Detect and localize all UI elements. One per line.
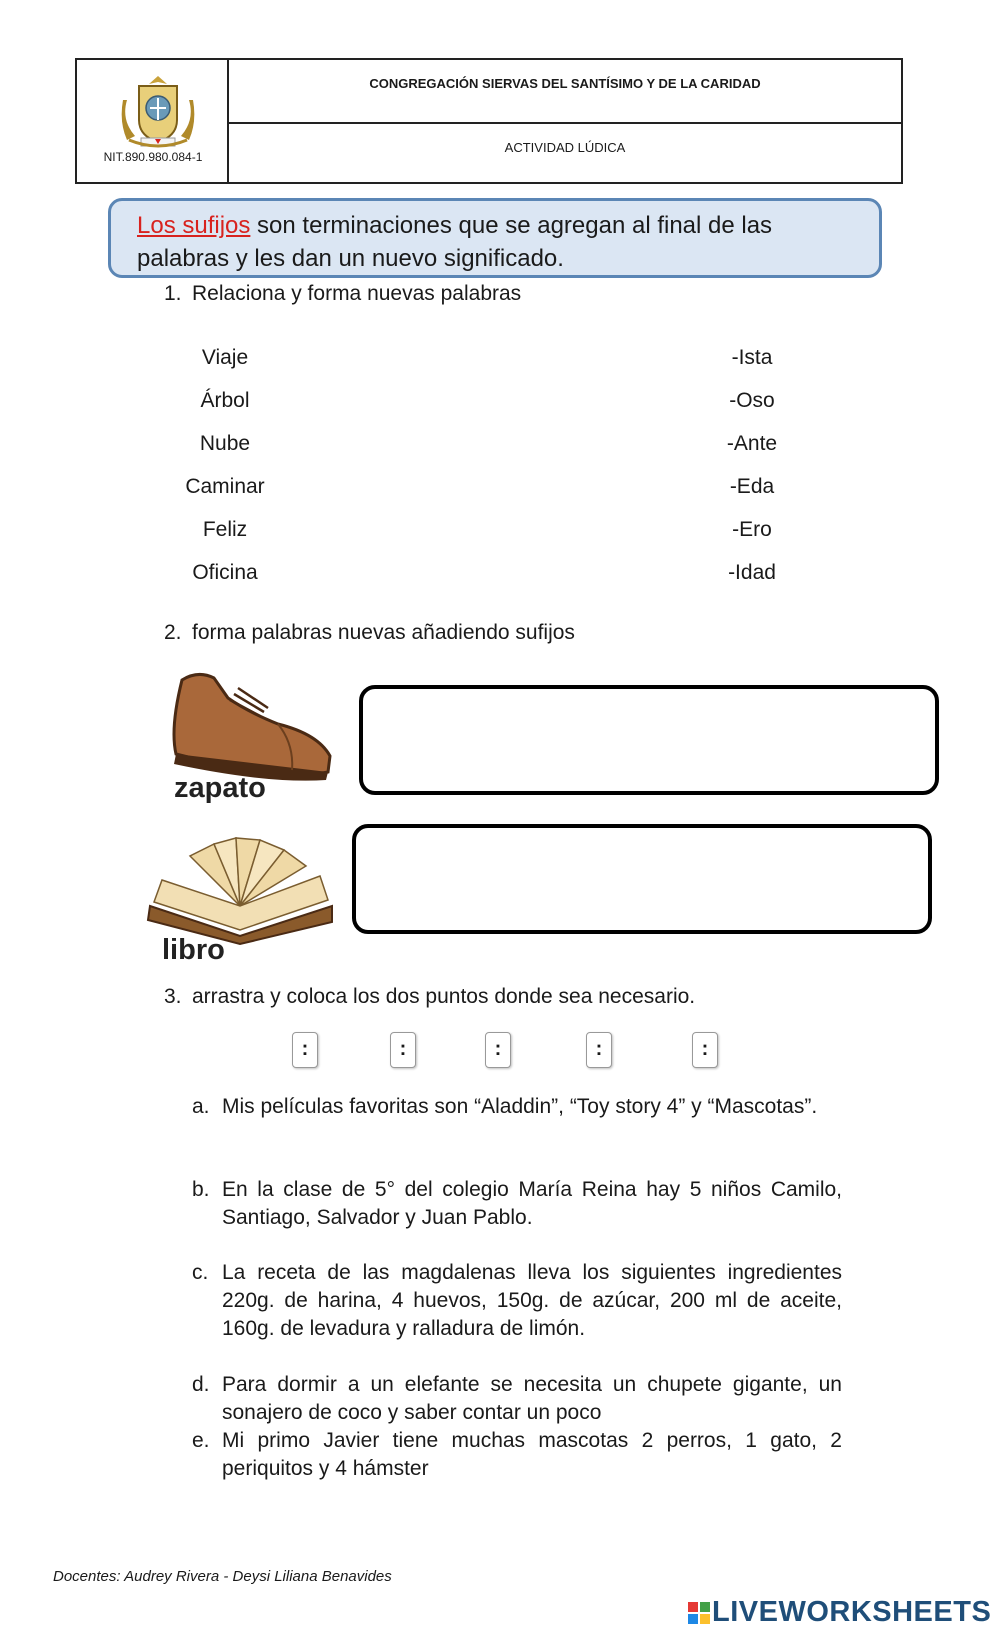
sentence-text: Mi primo Javier tiene muchas mascotas 2 perros, 1 gato, 2 periquitos y 4 hámster bbox=[222, 1429, 842, 1480]
question-1-number: 1. bbox=[164, 282, 182, 305]
sentence-letter: b. bbox=[192, 1178, 210, 1201]
sentence-e bbox=[192, 1427, 842, 1483]
word-item[interactable]: Oficina bbox=[192, 561, 258, 584]
institution-name: CONGREGACIÓN SIERVAS DEL SANTÍSIMO Y DE LA CARIDAD bbox=[369, 76, 761, 91]
sentence-letter: e. bbox=[192, 1429, 210, 1452]
definition-text: son terminaciones que se agregan al final de las palabras y les dan un nuevo significado. bbox=[137, 212, 773, 272]
sentence-letter: c. bbox=[192, 1261, 209, 1284]
document-header bbox=[75, 58, 903, 184]
sentence-d bbox=[192, 1371, 842, 1427]
question-2-title: forma palabras nuevas añadiendo sufijos bbox=[192, 621, 575, 644]
word-item[interactable]: Caminar bbox=[185, 475, 265, 498]
word-item[interactable]: Árbol bbox=[200, 389, 250, 412]
book-icon bbox=[144, 836, 338, 946]
suffix-item[interactable]: -Ero bbox=[732, 518, 772, 541]
header-title-cell bbox=[229, 60, 901, 124]
brand-name: LIVEWORKSHEETS bbox=[712, 1596, 992, 1628]
shoe-icon bbox=[168, 668, 336, 788]
nit-number: NIT.890.980.084-1 bbox=[103, 150, 203, 164]
activity-title: ACTIVIDAD LÚDICA bbox=[504, 140, 626, 155]
sentence-text: En la clase de 5° del colegio María Reina hay 5 niños Camilo, Santiago, Salvador y Juan Pablo. bbox=[222, 1178, 842, 1229]
question-3-title: arrastra y coloca los dos puntos donde sea necesario. bbox=[192, 985, 696, 1008]
colon-drag-tile[interactable]: : bbox=[586, 1032, 612, 1068]
suffix-item[interactable]: -Ista bbox=[731, 346, 773, 369]
sentence-b bbox=[192, 1176, 842, 1236]
sentence-letter: d. bbox=[192, 1373, 210, 1396]
sentence-c bbox=[192, 1259, 842, 1347]
sentence-letter: a. bbox=[192, 1095, 210, 1118]
answer-box-libro[interactable] bbox=[352, 824, 932, 934]
sentence-text: Para dormir a un elefante se necesita un chupete gigante, un sonajero de coco y saber contar un poco bbox=[222, 1373, 842, 1424]
sentence-text: La receta de las magdalenas lleva los siguientes ingredientes 220g. de harina, 4 huevos, 150g. de azúcar, 200 ml de aceite, 160g. de levadura y ralladura de limón. bbox=[222, 1261, 842, 1340]
definition-box bbox=[108, 198, 882, 278]
definition-term: Los sufijos bbox=[137, 212, 251, 239]
zapato-label: zapato bbox=[174, 772, 266, 804]
colon-drag-tile[interactable]: : bbox=[692, 1032, 718, 1068]
sentence-a bbox=[192, 1093, 842, 1153]
teachers-credit: Docentes: Audrey Rivera - Deysi Liliana Benavides bbox=[53, 1568, 392, 1585]
school-crest-logo bbox=[117, 70, 199, 148]
answer-box-zapato[interactable] bbox=[359, 685, 939, 795]
question-2-number: 2. bbox=[164, 621, 182, 644]
colon-drag-tile[interactable]: : bbox=[292, 1032, 318, 1068]
suffix-item[interactable]: -Idad bbox=[728, 561, 776, 584]
logo-cell bbox=[77, 60, 229, 182]
libro-label: libro bbox=[162, 934, 225, 966]
suffix-item[interactable]: -Ante bbox=[726, 432, 778, 455]
suffix-item[interactable]: -Eda bbox=[729, 475, 775, 498]
word-item[interactable]: Nube bbox=[199, 432, 251, 455]
colon-drag-tile[interactable]: : bbox=[390, 1032, 416, 1068]
word-item[interactable]: Feliz bbox=[202, 518, 248, 541]
question-3-number: 3. bbox=[164, 985, 182, 1008]
sentence-text: Mis películas favoritas son “Aladdin”, “Toy story 4” y “Mascotas”. bbox=[222, 1095, 818, 1118]
liveworksheets-logo-icon bbox=[688, 1602, 710, 1626]
colon-drag-tile[interactable]: : bbox=[485, 1032, 511, 1068]
word-item[interactable]: Viaje bbox=[201, 346, 249, 369]
question-1-title: Relaciona y forma nuevas palabras bbox=[192, 282, 522, 305]
suffix-item[interactable]: -Oso bbox=[729, 389, 775, 412]
